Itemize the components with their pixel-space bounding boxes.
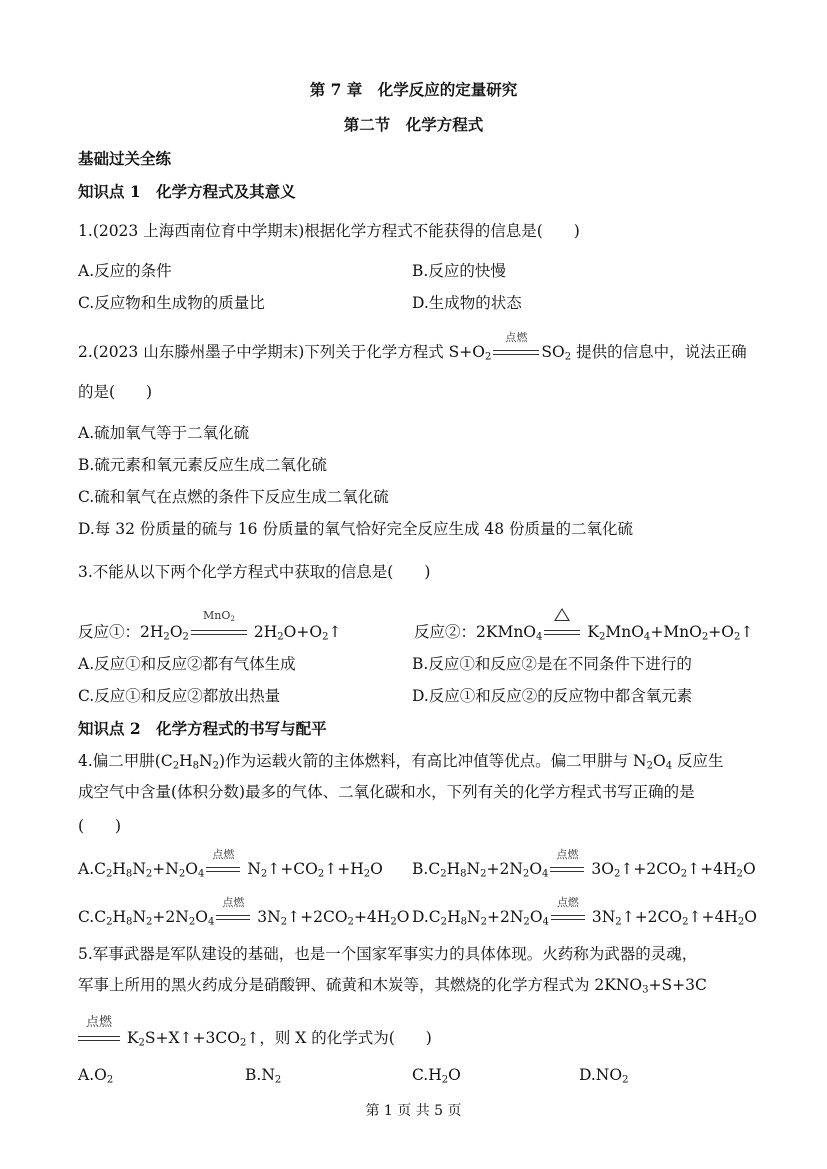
q3-reaction-1: 反应①：$2H_2O_2$ MnO$_2$ $2H_2O+O_2↑$ xyxy=(78,609,342,643)
q1-option-a: A.反应的条件 xyxy=(78,262,172,280)
q2-option-d: D.每 32 份质量的硫与 16 份质量的氧气恰好完全反应生成 48 份质量的二氧化硫 xyxy=(78,520,634,538)
reaction-condition-sign: 点燃 xyxy=(216,908,250,924)
chapter-title: 第 7 章 化学反应的定量研究 xyxy=(309,80,518,99)
q4-option-d: $D.C_2H_8N_2+2N_2O_4$ 点燃 $3N_2↑+2CO_2↑+4H_2O$ xyxy=(412,896,757,928)
q5-option-b: $B.N_2$ xyxy=(245,1066,282,1086)
q1-option-c: C.反应物和生成物的质量比 xyxy=(78,294,265,312)
reaction-condition-sign: 点燃 xyxy=(206,860,240,876)
q2-stem-line2: 的是( ) xyxy=(78,383,153,401)
q4-option-c: $C.C_2H_8N_2+2N_2O_4$ 点燃 $3N_2↑+2CO_2+4H_2O$ xyxy=(78,896,410,928)
reaction-condition-sign: 点燃 xyxy=(551,908,585,924)
q3-option-a: A.反应①和反应②都有气体生成 xyxy=(78,655,296,673)
q4-stem-line3: ( ) xyxy=(78,817,122,835)
q4-stem-line2: 成空气中含量(体积分数)最多的气体、二氧化碳和水，下列有关的化学方程式书写正确的是 xyxy=(78,783,695,801)
q3-option-d: D.反应①和反应②的反应物中都含氧元素 xyxy=(412,687,693,705)
q5-option-d: $D.NO_2$ xyxy=(579,1066,629,1086)
heating-condition-sign xyxy=(544,623,580,639)
q4-stem: 4.偏二甲肼$(C_2H_8N_2)$作为运载火箭的主体燃料，有高比冲值等优点。偏二甲肼与 $N_2O_4$ 反应生 xyxy=(78,752,724,772)
q4-option-a: $A.C_2H_8N_2+N_2O_4$ 点燃 $N_2↑+CO_2↑+H_2O$ xyxy=(78,848,383,880)
q2-option-a: A.硫加氧气等于二氧化硫 xyxy=(78,424,250,442)
page-footer: 第 1 页 共 5 页 xyxy=(365,1103,462,1119)
q2-option-b: B.硫元素和氧元素反应生成二氧化硫 xyxy=(78,456,327,474)
q5-option-a: $A.O_2$ xyxy=(78,1066,114,1086)
q5-stem-line3: 点燃 $K_2S+X↑+3CO_2↑$，则 X 的化学式为( ) xyxy=(78,1026,432,1048)
knowledge-point-2-title: 知识点 2 化学方程式的书写与配平 xyxy=(78,719,327,738)
q1-option-b: B.反应的快慢 xyxy=(412,262,506,280)
q3-option-b: B.反应①和反应②是在不同条件下进行的 xyxy=(412,655,692,673)
q1-option-d: D.生成物的状态 xyxy=(412,294,522,312)
reaction-condition-sign: 点燃 xyxy=(78,1029,120,1045)
q5-option-c: $C.H_2O$ xyxy=(412,1066,461,1086)
q3-stem: 3.不能从以下两个化学方程式中获取的信息是( ) xyxy=(78,563,431,581)
q2-stem: 2.(2023 山东滕州墨子中学期末)下列关于化学方程式 $S+O_2$ 点燃 $SO_2$ 提供的信息中，说法正确 xyxy=(78,331,747,363)
q4-option-b: $B.C_2H_8N_2+2N_2O_4$ 点燃 $3O_2↑+2CO_2↑+4H_2O$ xyxy=(412,848,756,880)
reaction-condition-sign: MnO$_2$ xyxy=(191,623,247,639)
q3-reaction-2: 反应②：2KMnO$_4$ $K_2MnO_4+MnO_2+O_2↑$ xyxy=(414,620,753,642)
reaction-condition-sign: 点燃 xyxy=(550,860,584,876)
q2-option-c: C.硫和氧气在点燃的条件下反应生成二氧化硫 xyxy=(78,488,389,506)
q5-stem-line2: 军事上所用的黑火药成分是硝酸钾、硫黄和木炭等，其燃烧的化学方程式为 $2KNO_3+S+3C$ xyxy=(78,976,707,996)
q3-option-c: C.反应①和反应②都放出热量 xyxy=(78,687,281,705)
section-title: 第二节 化学方程式 xyxy=(343,115,484,134)
q5-stem-line1: 5.军事武器是军队建设的基础，也是一个国家军事实力的具体体现。火药称为武器的灵魂， xyxy=(78,945,698,963)
reaction-condition-sign: 点燃 xyxy=(493,343,539,359)
q1-stem: 1.(2023 上海西南位育中学期末)根据化学方程式不能获得的信息是( ) xyxy=(78,222,580,240)
knowledge-point-1-title: 知识点 1 化学方程式及其意义 xyxy=(78,182,296,201)
heat-triangle-icon xyxy=(554,608,570,621)
part-title: 基础过关全练 xyxy=(78,149,172,168)
